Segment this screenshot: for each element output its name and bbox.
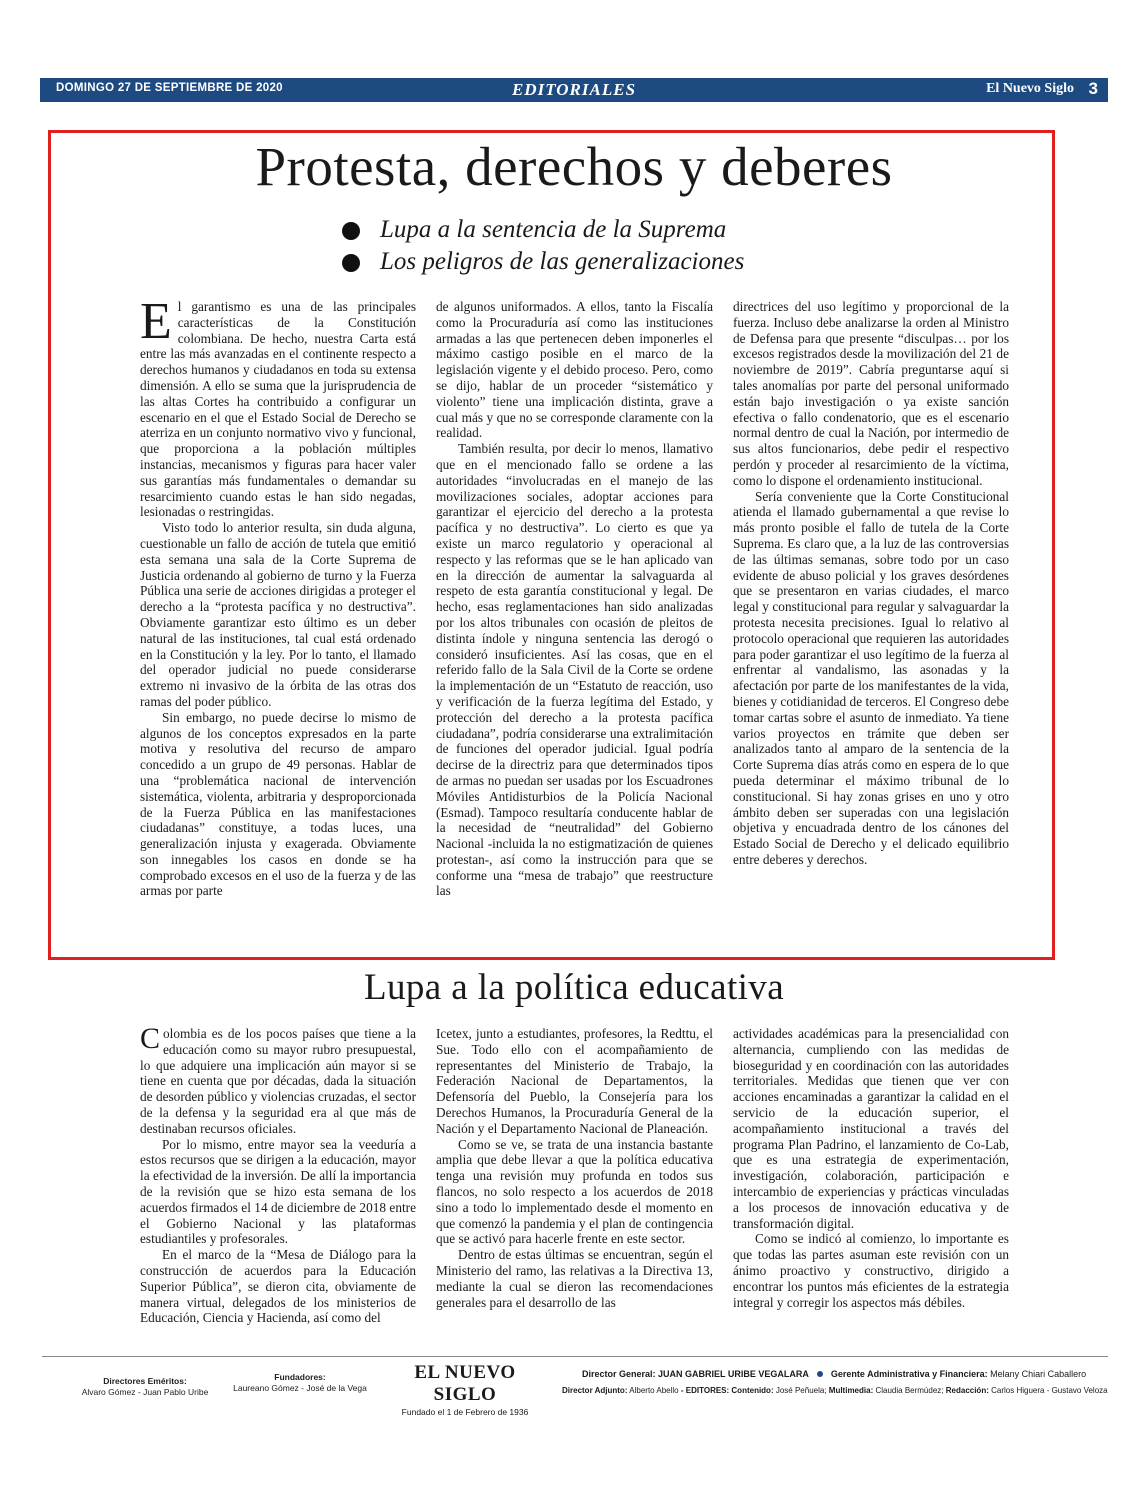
- paragraph: El garantismo es una de las principales características de la Constitución colombiana. De hecho, nuestra Carta está entre las más avanzadas en el continente respecto a derechos humanos y ciudadanos en toda su extensa dimensión. A ello se suma que la jurisprudencia de las altas Cortes ha contribuido a configurar un escenario en el que el Estado Social de Derecho se aterriza en un conjunto normativo vivo y funcional, que proporciona a la población múltiples instancias, mecanismos y figuras para hacer valer sus garantías más fundamentales o demandar su resarcimiento cuando estas le han sido negadas, lesionadas o restringidas.: [140, 293, 416, 520]
- article-column: [733, 299, 1009, 868]
- paragraph: Como se ve, se trata de una instancia bastante amplia que debe llevar a que la política educativa tenga una revisión muy profunda en todos sus flancos, no solo respecto a los acuerdos de 2018 sino a todo lo implementado desde el momento en que comenzó la pandemia y el plan de contingencia que se activó para hacerle frente en este sector.: [436, 1136, 713, 1247]
- section-header-bar: [40, 78, 1108, 102]
- paragraph: También resulta, por decir lo menos, llamativo que en el mencionado fallo se ordene a las autoridades “involucradas en el manejo de las movilizaciones sociales, adoptar acciones para garantizar el ejercicio del derecho a la protesta pacífica y no destructiva”. Lo cierto es que ya existe un marco regulatorio y operacional al respecto y las reformas que se le han aplicado van en la dirección de aumentar la salvaguarda al respeto de esta garantía constitucional y legal. De hecho, esas reglamentaciones han sido analizadas por los altos tribunales con ocasión de pleitos de distinta índole y ninguna sentencia las derogó o consideró insuficientes. Así las cosas, que en el referido fallo de la Sala Civil de la Corte se ordene la implementación de un “Estatuto de reacción, uso y verificación de la fuerza legítima del Estado, y protección del derecho a la protesta pacífica ciudadana”, podría considerarse una extralimitación de funciones del operador judicial. Igual podría decirse de la directriz para que determinados tipos de armas no puedan ser usadas por los Escuadrones Móviles Antidisturbios de la Policía Nacional (Esmad). Tampoco resultaría conducente hablar de la necesidad de “neutralidad” del Gobierno Nacional -incluida la no estigmatización de quienes protestan-, así como la instrucción para que se conforme una “mesa de trabajo” que reestructure las: [436, 441, 713, 899]
- paragraph: En el marco de la “Mesa de Diálogo para la construcción de acuerdos para la Educación Superior Pública”, se dieron cita, obviamente de manera virtual, delegados de los ministerios de Educación, Ciencia y Hacienda, así como del: [140, 1247, 416, 1326]
- paragraph: Sería conveniente que la Corte Constitucional atienda el llamado gubernamental a que revise lo más pronto posible el fallo de tutela de la Corte Suprema. Es claro que, a la luz de las controversias de las últimas semanas, sobre todo por un caso evidente de abuso policial y los graves desórdenes que se presentaron en varias ciudades, el marco legal y constitucional para regular y salvaguardar la protesta necesita precisiones. Igual lo relativo al protocolo operacional que requieren las autoridades para poder garantizar el uso legítimo de la fuerza al enfrentar al vandalismo, las asonadas y la afectación por parte de los manifestantes de la vida, bienes y cotidianidad de terceros. El Congreso debe tomar cartas sobre el asunto de inmediato. Ya tiene varios proyectos en trámite que deben ser analizados tanto al amparo de la sentencia de la Corte Suprema días atrás como en espera de lo que pueda determinar el máximo tribunal de lo constitucional. Si hay zonas grises en uno y otro ámbito deben ser superadas con una legislación objetiva y encuadrada dentro de los cánones del Estado Social de Derecho y el delicado equilibrio entre deberes y derechos.: [733, 488, 1009, 867]
- paragraph: actividades académicas para la presencialidad con alternancia, cumpliendo con las medidas de bioseguridad y en coordinación con las autoridades territoriales. Medidas que tienen que ver con acciones encaminadas a garantizar la calidad en el servicio de la educación superior, el acompañamiento institucional a través del programa Plan Padrino, el lanzamiento de Co-Lab, que es una estrategia de experimentación, investigación, colaboración, participación e intercambio de experiencias y prácticas vinculadas a los procesos de innovación educativa y de transformación digital.: [733, 1026, 1009, 1231]
- separator-dot-icon: [817, 1371, 823, 1377]
- paragraph: Visto todo lo anterior resulta, sin duda alguna, cuestionable un fallo de acción de tutela que emitió esta semana una sala de la Corte Suprema de Justicia ordenando al gobierno de turno y la Fuerza Pública una serie de acciones dirigidas a proteger el derecho a la “protesta pacífica y no destructiva”. Obviamente garantizar esto último es un deber natural de las instituciones, tal cual está ordenado en la Constitución y la ley. Por lo tanto, el llamado del operador judicial no puede considerarse extremo ni invasivo de la órbita de las otras dos ramas del poder público.: [140, 520, 416, 709]
- subhead-item: Los peligros de las generalizaciones: [340, 246, 744, 278]
- paragraph: Icetex, junto a estudiantes, profesores, la Redttu, el Sue. Todo ello con el acompañamiento de representantes del Ministerio de Trabajo, la Federación Nacional de Departamentos, la Defensoría del Pueblo, la Consejería para los Derechos Humanos, la Procuraduría General de la Nación y el Departamento Nacional de Planeación.: [436, 1026, 713, 1136]
- staff-line-1: Director General: JUAN GABRIEL URIBE VEGALARA Gerente Administrativa y Financiera: Melany Chiari Caballero: [582, 1369, 1087, 1379]
- article-column: [140, 293, 416, 899]
- section-title: EDITORIALES: [511, 80, 637, 99]
- editorial-title: Lupa a la política educativa: [363, 967, 785, 1008]
- staff-line-2: Director Adjunto: Alberto Abello - EDITORES: Contenido: José Peñuela; Multimedia: Claudia Bermúdez; Redacción: Carlos Higuera - Gustavo Veloza: [562, 1386, 1108, 1395]
- newspaper-logo: EL NUEVO SIGLO Fundado el 1 de Febrero de 1936: [401, 1362, 529, 1417]
- issue-date: DOMINGO 27 DE SEPTIEMBRE DE 2020: [56, 82, 283, 94]
- directores-emeritos: Directores Eméritos: Alvaro Gómez - Juan Pablo Uribe: [81, 1376, 209, 1397]
- paragraph: Colombia es de los pocos países que tiene a la educación como su mayor rubro presupuestal, lo que adquiere una implicación aún mayor si se tiene en cuenta que por décadas, dada la situación de desorden público y violencias cruzadas, el sector de la defensa y la seguridad era al que más de destinaban recursos oficiales.: [140, 1022, 416, 1136]
- fundadores: Fundadores: Laureano Gómez - José de la Vega: [233, 1372, 367, 1393]
- bullet-icon: [342, 222, 360, 240]
- article-column: [733, 1026, 1009, 1310]
- editorial-subheads: [340, 214, 744, 278]
- article-column: [436, 299, 713, 899]
- subhead-item: Lupa a la sentencia de la Suprema: [340, 214, 744, 246]
- newspaper-name: El Nuevo Siglo: [986, 81, 1074, 96]
- drop-cap: E: [140, 293, 172, 350]
- paragraph: Como se indicó al comienzo, lo importante es que todas las partes asuman este revisión con un ánimo proactivo y constructivo, dirigido a encontrar los puntos más eficientes de la estrategia integral y corregir los aspectos más débiles.: [733, 1231, 1009, 1310]
- bullet-icon: [342, 254, 360, 272]
- drop-cap: C: [140, 1022, 161, 1055]
- footer-divider: [42, 1356, 1108, 1357]
- paragraph: de algunos uniformados. A ellos, tanto la Fiscalía como la Procuraduría así como las instituciones armadas a las que pertenecen deben imponerles el máximo castigo posible en el marco de la legislación vigente y el debido proceso. Pero, como se dijo, hablar de un proceder “sistemático y violento” tiene una implicación distinta, grave a cual más y que no se corresponde claramente con la realidad.: [436, 299, 713, 441]
- article-column: [436, 1026, 713, 1310]
- paragraph: Dentro de estas últimas se encuentran, según el Ministerio del ramo, las relativas a la Directiva 13, mediante la cual se dieron las recomendaciones generales para el desarrollo de las: [436, 1247, 713, 1310]
- paragraph: Por lo mismo, entre mayor sea la veeduría a estos recursos que se dirigen a la educación, mayor la efectividad de la inversión. De allí la importancia de la revisión que se hizo esta semana de los acuerdos firmados el 14 de diciembre de 2018 entre el Gobierno Nacional y las plataformas estudiantiles y profesorales.: [140, 1136, 416, 1247]
- page-number: 3: [1088, 79, 1098, 98]
- article-column: [140, 1022, 416, 1326]
- editorial-title: Protesta, derechos y deberes: [255, 136, 893, 197]
- paragraph: Sin embargo, no puede decirse lo mismo de algunos de los conceptos expresados en la parte motiva y resolutiva del recurso de amparo concedido a un grupo de 49 personas. Hablar de una “problemática nacional de intervención sistemática, violenta, arbitraria y desproporcionada de la Fuerza Pública en las manifestaciones ciudadanas” constituye, a todas luces, una generalización injusta y exagerada. Obviamente son innegables los casos en donde se ha comprobado excesos en el uso de la fuerza y de las armas por parte: [140, 709, 416, 899]
- paragraph: directrices del uso legítimo y proporcional de la fuerza. Incluso debe analizarse la orden al Ministro de Defensa para que presente “disculpas… por los excesos registrados desde la movilización del 21 de noviembre de 2019”. Cabría preguntarse aquí si tales anomalías por parte del personal uniformado están bajo investigación o ya existe sanción efectiva o fallo condenatorio, que es el escenario normal dentro de cual la Nación, por intermedio de sus altos funcionarios, debe pedir el respectivo perdón y proceder al resarcimiento de la víctima, como lo dispone el ordenamiento institucional.: [733, 299, 1009, 488]
